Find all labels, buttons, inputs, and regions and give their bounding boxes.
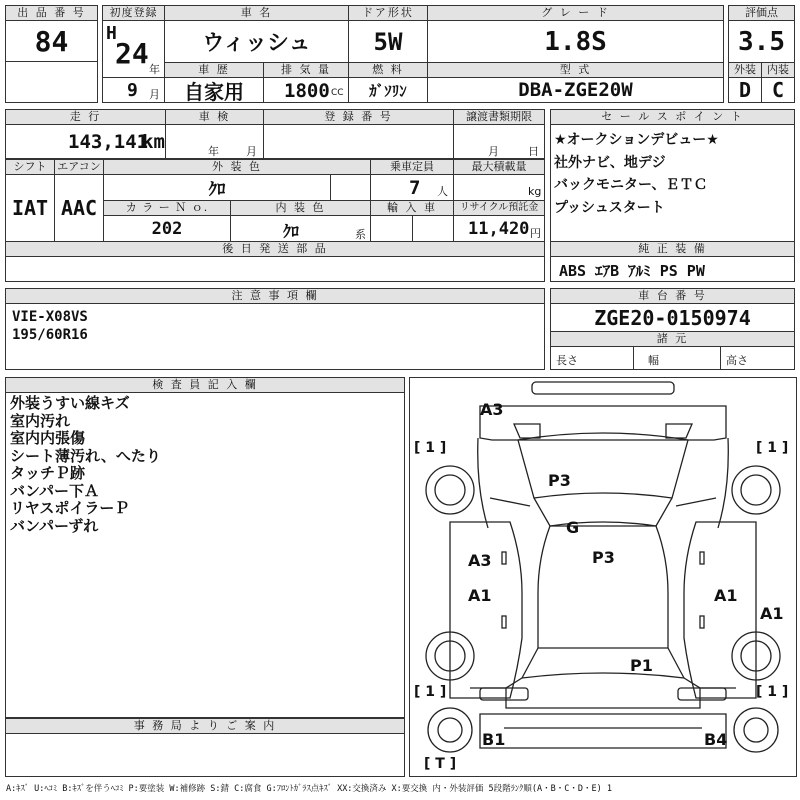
tire-mark-rear-left: [ 1 ] (414, 684, 447, 700)
damage-label: A1 (760, 604, 784, 623)
color-number-label: カ ラ ー Ｎ ｏ. (103, 200, 231, 216)
inspector-note: 室内内張傷 (10, 429, 86, 447)
transfer-deadline-box (453, 124, 545, 159)
door-label: ドア形状 (348, 5, 428, 21)
caution-line: 195/60R16 (12, 327, 88, 343)
exterior-label: 外装 (728, 62, 762, 78)
fuel-value: ｶﾞｿﾘﾝ (348, 77, 428, 103)
car-diagram (409, 377, 797, 777)
max-load-box (453, 174, 545, 201)
transfer-deadline-label: 譲渡書類期限 (453, 109, 545, 125)
mileage-unit: km (142, 131, 165, 153)
recycle-deposit-value: 11,420 (468, 219, 530, 239)
inspector-note: 外装うすい線キズ (10, 394, 130, 412)
model-value: DBA-ZGE20W (427, 77, 724, 103)
inspector-note: シート薄汚れ、へたり (10, 446, 161, 465)
length-label: 長さ (556, 354, 578, 367)
score-value: 3.5 (728, 20, 795, 63)
import-car-box-a (370, 215, 413, 242)
registration-number-label: 登 録 番 号 (263, 109, 454, 125)
displacement-unit: CC (331, 88, 344, 98)
inspector-notes-label: 検 査 員 記 入 欄 (5, 377, 405, 393)
interior-color-box (230, 215, 371, 242)
grade-label: グ レ ー ド (427, 5, 724, 21)
later-parts-label: 後 日 発 送 部 品 (5, 241, 545, 257)
damage-label: P1 (630, 656, 653, 675)
capacity-value: 7 (409, 177, 421, 199)
cautions-box (5, 303, 545, 370)
length-box (550, 346, 634, 370)
legend-text: A:ｷｽﾞ U:ﾍｺﾐ B:ｷｽﾞを伴うﾍｺﾐ P:要塗装 W:補修跡 S:錆 C:腐食 G:ﾌﾛﾝﾄｶﾞﾗｽ点ｷｽﾞ XX:交換済み X:要交換 内・外装評価 5段階ﾗﾝｸ順(A・B・C・D・E) 1 (6, 784, 612, 794)
history-label: 車 歴 (164, 62, 264, 78)
max-load-label: 最大積載量 (453, 159, 545, 175)
aircon-value: AAC (54, 174, 104, 242)
width-box (633, 346, 721, 370)
damage-label: A3 (468, 551, 492, 570)
damage-label: P3 (592, 548, 615, 567)
mileage-box (5, 124, 166, 159)
office-notice-box (5, 733, 405, 777)
equipment-value: ABS ｴｱB ｱﾙﾐ PS PW (550, 256, 795, 282)
inspector-notes-box (5, 392, 405, 718)
later-parts-box (5, 256, 545, 282)
interior-score: C (761, 77, 795, 103)
damage-label: A1 (714, 586, 738, 605)
year-value: 24 (115, 37, 149, 70)
mileage-label: 走 行 (5, 109, 166, 125)
office-notice-label: 事 務 局 よ り ご 案 内 (5, 718, 405, 734)
equipment-label: 純 正 装 備 (550, 241, 795, 257)
first-registration-box (102, 20, 165, 78)
exterior-score: D (728, 77, 762, 103)
inspector-note: バンパーずれ (10, 516, 99, 535)
spare-tire-mark: [ T ] (424, 756, 457, 772)
damage-label: A1 (468, 586, 492, 605)
grade-value: 1.8S (427, 20, 724, 63)
recycle-deposit-unit: 円 (530, 227, 541, 240)
capacity-unit: 人 (437, 185, 448, 198)
width-label: 幅 (648, 354, 659, 367)
chassis-number-label: 車 台 番 号 (550, 288, 795, 304)
lot-number-blank (5, 61, 98, 103)
interior-color-unit: 系 (355, 228, 366, 241)
fuel-label: 燃 料 (348, 62, 428, 78)
sales-point-line: プッシュスタート (554, 199, 665, 216)
tire-mark-front-right: [ 1 ] (756, 440, 789, 456)
tire-mark-rear-right: [ 1 ] (756, 684, 789, 700)
inspector-note: タッチＰ跡 (10, 464, 86, 482)
first-registration-label: 初度登録 (102, 5, 165, 21)
transfer-month-unit: 月 (488, 145, 499, 158)
exterior-color-value: ｸﾛ (103, 174, 331, 201)
inspection-label: 車 検 (165, 109, 264, 125)
color-number-value: 202 (103, 215, 231, 242)
inspection-month-unit: 月 (246, 145, 257, 158)
height-label: 高さ (726, 354, 748, 367)
displacement-value: 1800 (284, 80, 330, 102)
inspector-note: 室内汚れ (10, 411, 71, 430)
history-value: 自家用 (164, 77, 264, 103)
month-unit: 月 (149, 88, 160, 101)
caution-line: VIE-X08VS (12, 309, 88, 325)
car-outline (410, 378, 796, 776)
capacity-label: 乗車定員 (370, 159, 454, 175)
sales-point-line: ★オークションデビュー★ (554, 132, 719, 148)
shift-label: シフト (5, 159, 55, 175)
score-label: 評価点 (728, 5, 795, 21)
capacity-box (370, 174, 454, 201)
sales-points-label: セ ー ル ス ポ イ ン ト (550, 109, 795, 125)
exterior-color-label: 外 装 色 (103, 159, 371, 175)
sales-points-box (550, 124, 795, 242)
model-label: 型 式 (427, 62, 724, 78)
mileage-value: 143,141 (68, 131, 149, 153)
recycle-deposit-box (453, 215, 545, 242)
damage-label: B4 (704, 730, 728, 749)
damage-label: G (566, 518, 580, 537)
sales-point-line: 社外ナビ、地デジ (554, 154, 666, 171)
import-car-label: 輸 入 車 (370, 200, 454, 216)
height-box (720, 346, 795, 370)
interior-color-value: ｸﾛ (283, 222, 300, 241)
lot-number-value: 84 (5, 20, 98, 62)
transfer-day-unit: 日 (528, 145, 539, 158)
recycle-deposit-label: リサイクル預託金 (453, 200, 545, 216)
sales-point-line: バックモニター、ＥＴＣ (554, 177, 708, 193)
month-value: 9 (127, 80, 138, 101)
door-value: 5W (348, 20, 428, 63)
inspection-year-unit: 年 (208, 145, 219, 158)
max-load-unit: kg (528, 185, 542, 198)
chassis-number-value: ZGE20-0150974 (550, 303, 795, 332)
inspector-note: リヤスポイラーＰ (10, 499, 130, 517)
year-unit: 年 (149, 63, 160, 76)
month-box (102, 77, 165, 103)
damage-label: P3 (548, 471, 571, 490)
tire-mark-front-left: [ 1 ] (414, 440, 447, 456)
inspector-note: バンパー下Ａ (10, 481, 99, 500)
interior-color-label: 内 装 色 (230, 200, 371, 216)
aircon-label: エアコン (54, 159, 104, 175)
import-car-box-b (412, 215, 454, 242)
car-name-label: 車 名 (164, 5, 349, 21)
interior-label: 内装 (761, 62, 795, 78)
displacement-box (263, 77, 349, 103)
era-value: H (106, 23, 117, 44)
displacement-label: 排 気 量 (263, 62, 349, 78)
registration-number-box (263, 124, 454, 159)
cautions-label: 注 意 事 項 欄 (5, 288, 545, 304)
inspection-box (165, 124, 264, 159)
shift-value: IAT (5, 174, 55, 242)
damage-label: B1 (482, 730, 506, 749)
lot-number-label: 出 品 番 号 (5, 5, 98, 21)
dimensions-label: 諸 元 (550, 331, 795, 347)
car-name-value: ウィッシュ (164, 20, 349, 63)
exterior-color-extra (330, 174, 371, 201)
damage-label: A3 (480, 400, 504, 419)
